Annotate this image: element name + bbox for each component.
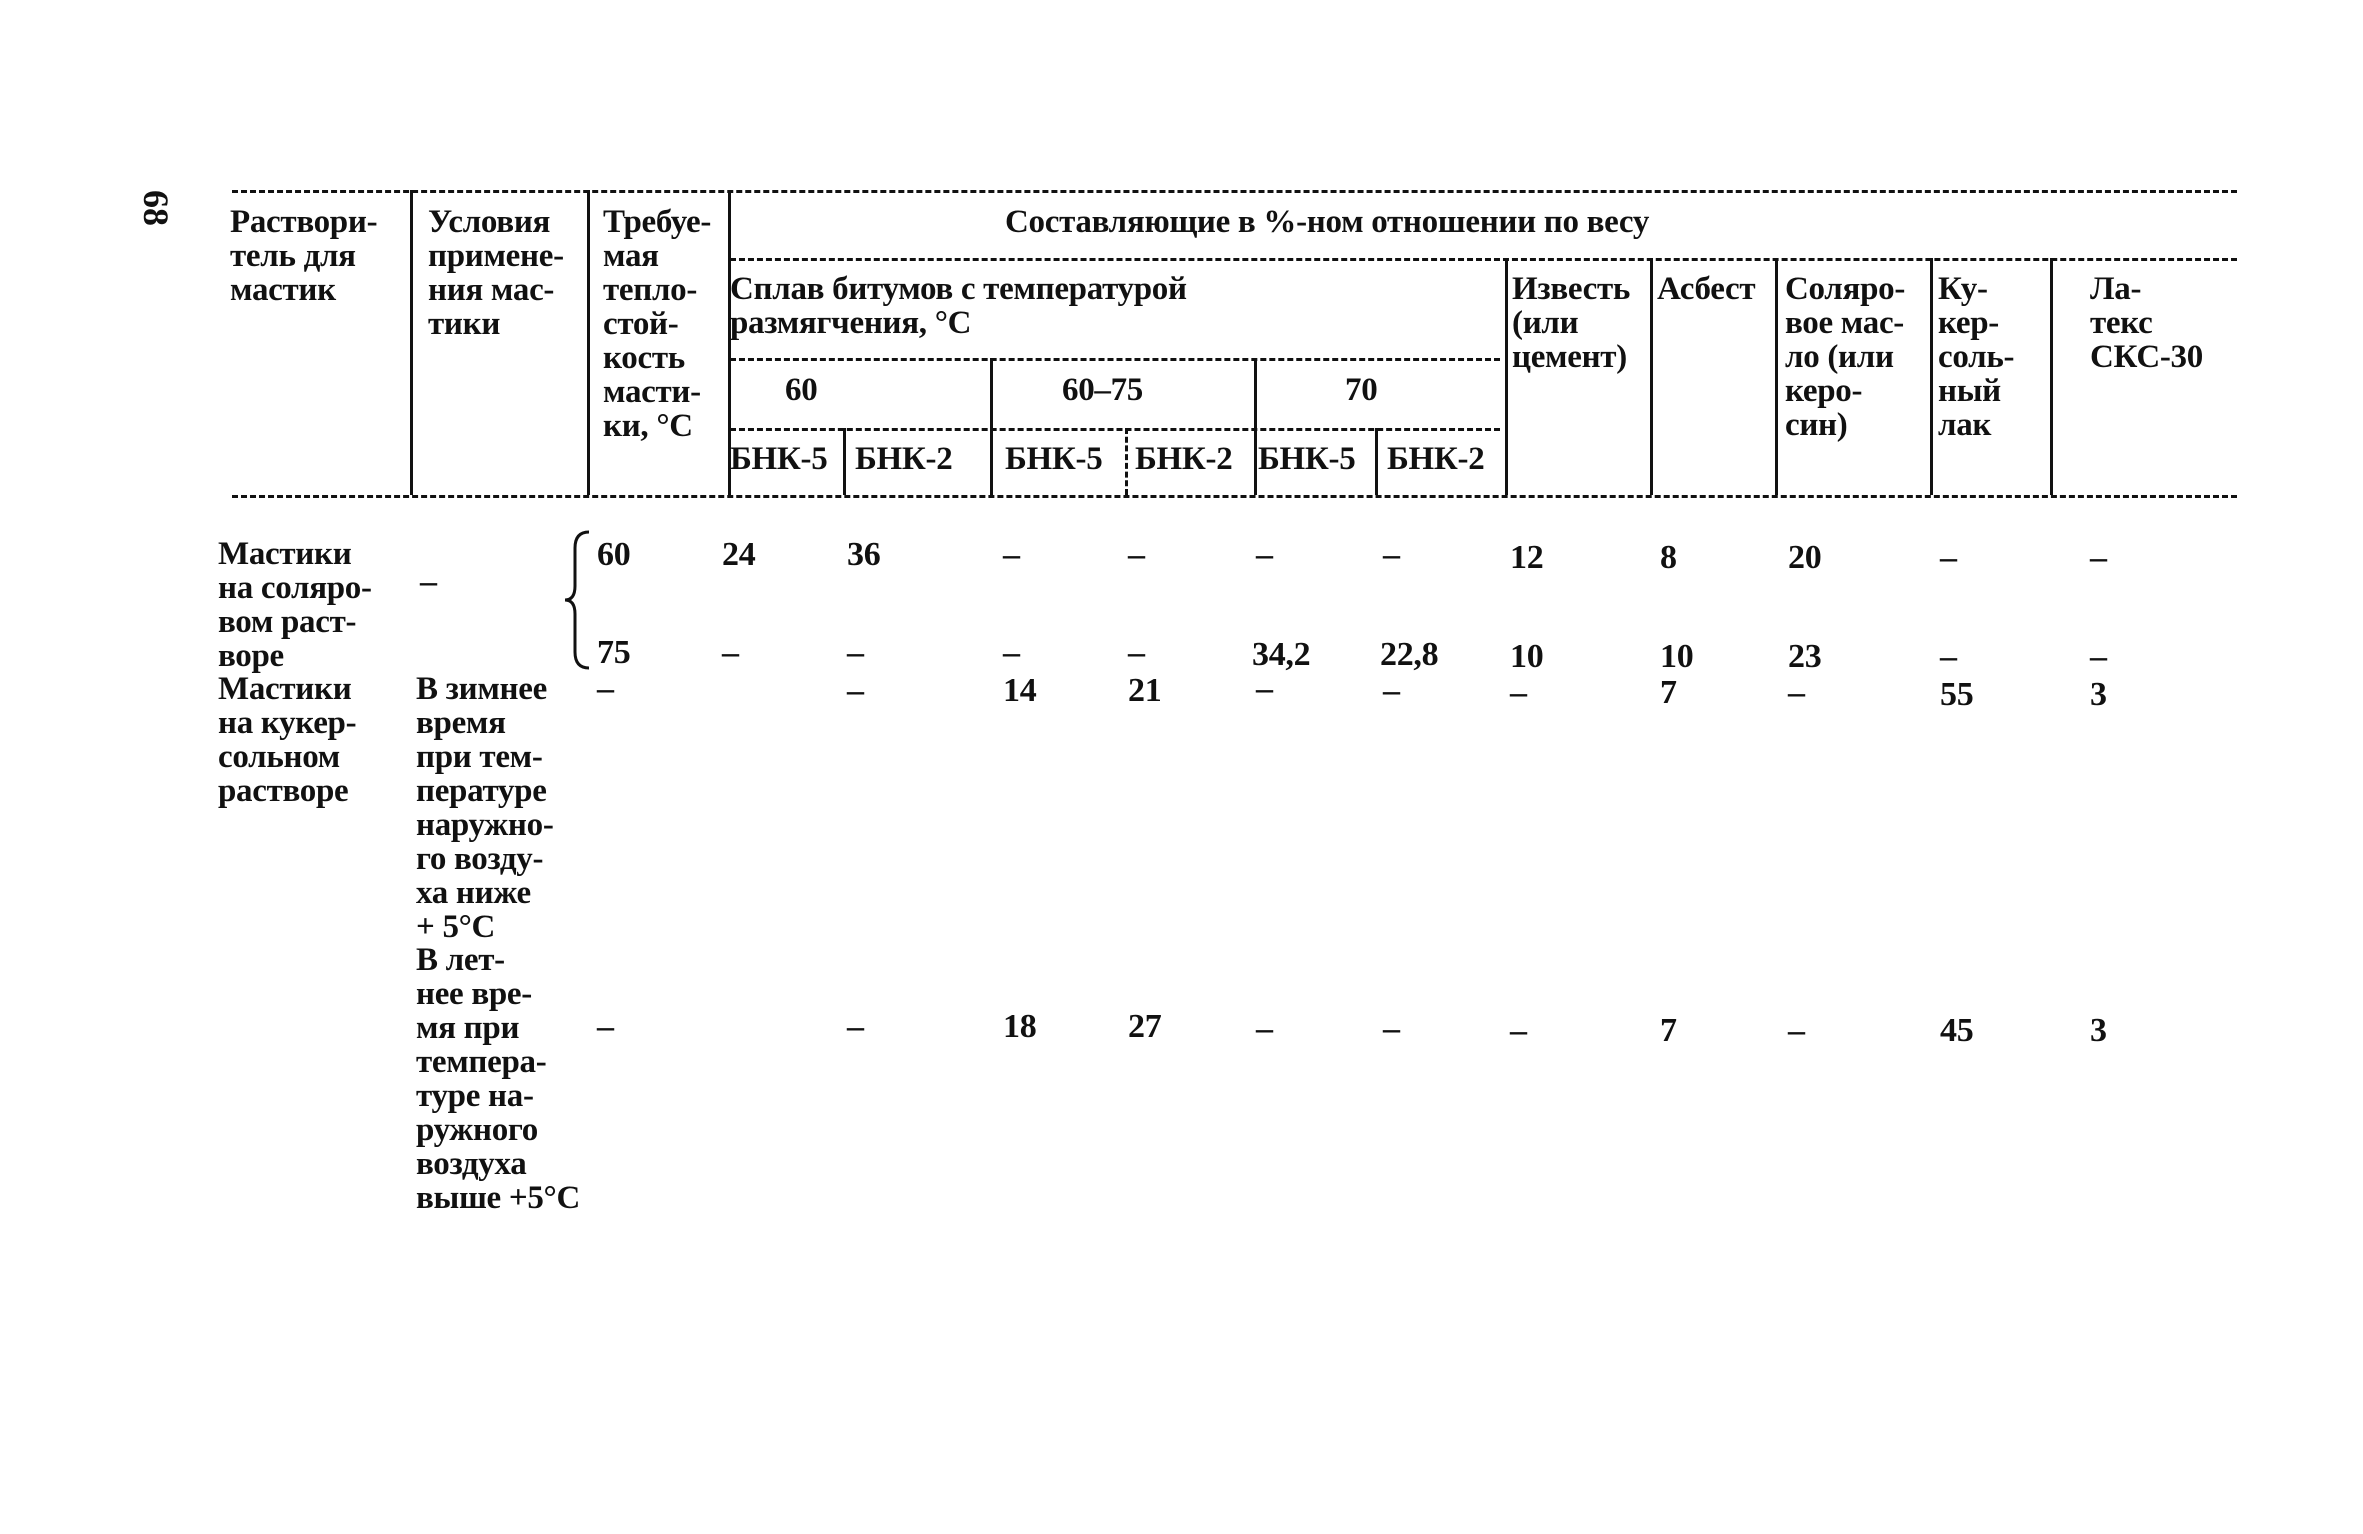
header-bnk2-c: БНК-2 <box>1387 441 1485 477</box>
header-bnk5-a: БНК-5 <box>730 441 828 477</box>
cell-solar-oil: – <box>1788 674 1805 711</box>
rule-header-bottom <box>232 495 2237 498</box>
header-bnk5-b: БНК-5 <box>1005 441 1103 477</box>
cell-lime: – <box>1510 674 1527 711</box>
brace-icon <box>563 530 593 670</box>
header-asbestos: Асбест <box>1657 271 1756 307</box>
cell-bnk2-6075: 21 <box>1128 672 1162 709</box>
header-latex: Ла- текс СКС-30 <box>2090 271 2203 375</box>
cell-bnk5-70: 34,2 <box>1252 636 1311 673</box>
cell-lime: – <box>1510 1012 1527 1049</box>
rule-alloy <box>730 358 1500 361</box>
cell-bnk2-70: – <box>1383 1010 1400 1047</box>
cell-kukersol: 55 <box>1940 676 1974 713</box>
header-temp-60: 60 <box>785 372 818 408</box>
cell-solar-oil: 20 <box>1788 539 1822 576</box>
vline-t6075 <box>1254 358 1257 495</box>
cell-kukersol: 45 <box>1940 1012 1974 1049</box>
cell-bnk2-6075: 27 <box>1128 1008 1162 1045</box>
vline-t60 <box>990 358 993 495</box>
vline-asbestos <box>1650 258 1653 495</box>
cell-latex: 3 <box>2090 676 2107 713</box>
cell-bnk5-6075: – <box>1003 536 1020 573</box>
cell-latex: – <box>2090 539 2107 576</box>
cell-bnk2-70: – <box>1383 672 1400 709</box>
header-bnk5-c: БНК-5 <box>1258 441 1356 477</box>
vline-2 <box>587 190 590 495</box>
cell-heat: 75 <box>597 634 631 671</box>
cell-bnk2-6075: – <box>1128 634 1145 671</box>
rule-top <box>232 190 2237 193</box>
header-lime: Известь (или цемент) <box>1512 271 1631 375</box>
cell-bnk2-60: 36 <box>847 536 881 573</box>
cell-bnk2-70: 22,8 <box>1380 636 1439 673</box>
cell-bnk2-6075: – <box>1128 536 1145 573</box>
vline-lime <box>1505 258 1508 495</box>
cell-bnk5-60: 24 <box>722 536 756 573</box>
header-kukersol: Ку- кер- соль- ный лак <box>1938 271 2015 443</box>
cell-bnk2-60: – <box>847 672 864 709</box>
cell-bnk5-6075: 14 <box>1003 672 1037 709</box>
page-number: 68 <box>136 190 176 226</box>
cell-bnk2-70: – <box>1383 536 1400 573</box>
header-conditions: Условия примене- ния мас- тики <box>428 204 564 342</box>
cell-asbestos: 8 <box>1660 539 1677 576</box>
row-label-solar: Мастики на соляро- вом раст- воре <box>218 536 372 674</box>
cell-heat: – <box>597 670 614 707</box>
cell-conditions-summer: В лет- нее вре- мя при темпера- туре на- ружного воздуха выше +5°С <box>416 942 580 1216</box>
vline-latex <box>2050 258 2053 495</box>
cell-conditions-solar: – <box>420 563 437 600</box>
cell-conditions-winter: В зимнее время при тем- пературе наружно- го возду- ха ниже + 5°С <box>416 671 554 945</box>
cell-bnk5-60: – <box>722 634 739 671</box>
cell-heat: 60 <box>597 536 631 573</box>
header-components: Составляющие в %-ном отношении по весу <box>1005 204 1650 240</box>
cell-bnk5-6075: 18 <box>1003 1008 1037 1045</box>
vline-kukersol <box>1930 258 1933 495</box>
cell-bnk2-60: – <box>847 634 864 671</box>
cell-asbestos: 7 <box>1660 1012 1677 1049</box>
cell-latex: 3 <box>2090 1012 2107 1049</box>
cell-bnk5-6075: – <box>1003 634 1020 671</box>
cell-heat: – <box>597 1008 614 1045</box>
row-label-kukersol: Мастики на кукер- сольном растворе <box>218 671 357 809</box>
cell-lime: 12 <box>1510 539 1544 576</box>
cell-asbestos: 7 <box>1660 674 1677 711</box>
cell-bnk5-70: – <box>1256 1010 1273 1047</box>
cell-bnk2-60: – <box>847 1008 864 1045</box>
header-bitumen-alloy: Сплав битумов с температурой размягчения, °С <box>730 271 1187 341</box>
cell-lime: 10 <box>1510 638 1544 675</box>
cell-latex: – <box>2090 638 2107 675</box>
header-heat-resistance: Требуе- мая тепло- стой- кость масти- ки, °С <box>603 204 712 444</box>
cell-bnk5-70: – <box>1256 670 1273 707</box>
header-solvent: Раствори- тель для мастик <box>230 204 378 308</box>
cell-kukersol: – <box>1940 638 1957 675</box>
cell-solar-oil: – <box>1788 1012 1805 1049</box>
cell-asbestos: 10 <box>1660 638 1694 675</box>
cell-kukersol: – <box>1940 539 1957 576</box>
header-bnk2-b: БНК-2 <box>1135 441 1233 477</box>
header-bnk2-a: БНК-2 <box>855 441 953 477</box>
cell-solar-oil: 23 <box>1788 638 1822 675</box>
vline-solar <box>1775 258 1778 495</box>
header-temp-60-75: 60–75 <box>1062 372 1144 408</box>
vline-bnk-a <box>843 428 846 495</box>
header-temp-70: 70 <box>1345 372 1378 408</box>
rule-components <box>730 258 2237 261</box>
vline-bnk-c <box>1375 428 1378 495</box>
header-solar-oil: Соляро- вое мас- ло (или керо- син) <box>1785 271 1906 443</box>
cell-bnk5-70: – <box>1256 536 1273 573</box>
vline-bnk-b <box>1125 428 1128 495</box>
vline-1 <box>410 190 413 495</box>
